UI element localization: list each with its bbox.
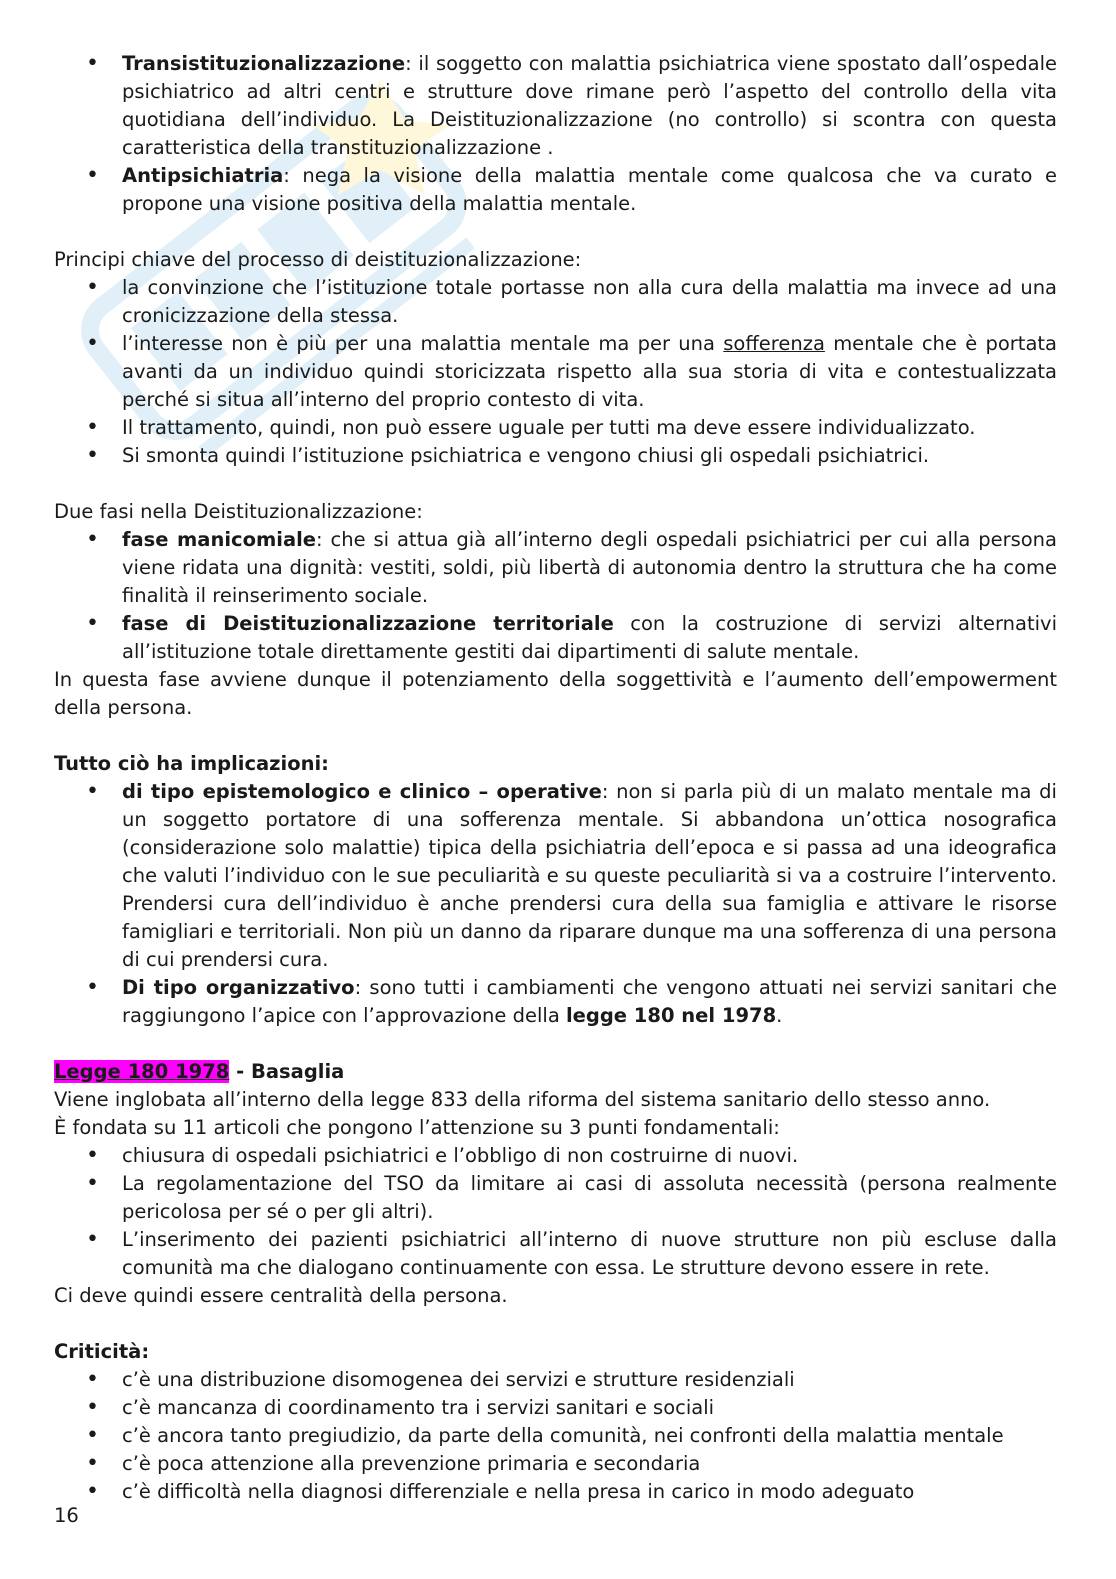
list-item: • Transistituzionalizzazione: il soggetto con malattia psichiatrica viene spostato dall’ospedale psichiatrico ad altri centri e strutture dove rimane però l’aspetto del controllo della vita quotidiana dell’individuo. La Deistituzionalizzazione (no controllo) si scontra con questa caratteristica della transtituzionalizzazione . (54, 50, 1057, 162)
paragraph: In questa fase avviene dunque il potenziamento della soggettività e l’aumento dell’empowerment della persona. (54, 668, 1057, 719)
list-item: • Antipsichiatria: nega la visione della malattia mentale come qualcosa che va curato e propone una visione positiva della malattia mentale. (54, 162, 1057, 218)
list-item: • c’è mancanza di coordinamento tra i servizi sanitari e sociali (54, 1394, 1057, 1422)
list-item: • chiusura di ospedali psichiatrici e l’obbligo di non costruirne di nuovi. (54, 1142, 1057, 1170)
paragraph: Viene inglobata all’interno della legge 833 della riforma del sistema sanitario dello stesso anno. (54, 1088, 991, 1111)
term: fase di Deistituzionalizzazione territoriale (122, 612, 614, 635)
list-item: • c’è una distribuzione disomogenea dei servizi e strutture residenziali (54, 1366, 1057, 1394)
definitions-list (54, 50, 1057, 218)
list-item: • la convinzione che l’istituzione totale portasse non alla cura della malattia ma invece ad una cronicizzazione della stessa. (54, 274, 1057, 330)
list-item: • fase manicomiale: che si attua già all’interno degli ospedali psichiatrici per cui alla persona viene ridata una dignità: vestiti, soldi, più libertà di autonomia dentro la struttura che ha come finalità il reinserimento sociale. (54, 526, 1057, 610)
list-item: • La regolamentazione del TSO da limitare ai casi di assoluta necessità (persona realmente pericolosa per sé o per gli altri). (54, 1170, 1057, 1226)
paragraph: Ci deve quindi essere centralità della persona. (54, 1284, 508, 1307)
list-item: • Di tipo organizzativo: sono tutti i cambiamenti che vengono attuati nei servizi sanitari che raggiungono l’apice con l’approvazione della legge 180 nel 1978. (54, 974, 1057, 1030)
paragraph: È fondata su 11 articoli che pongono l’attenzione su 3 punti fondamentali: (54, 1116, 780, 1139)
list-item: • c’è ancora tanto pregiudizio, da parte della comunità, nei confronti della malattia mentale (54, 1422, 1057, 1450)
term: di tipo epistemologico e clinico – operative (122, 780, 602, 803)
law-points-list (54, 1142, 1057, 1282)
criticalities-list (54, 1366, 1057, 1506)
list-item: • l’interesse non è più per una malattia mentale ma per una sofferenza mentale che è portata avanti da un individuo quindi storicizzata rispetto alla sua storia di vita e contestualizzata perché si situa all’interno del proprio contesto di vita. (54, 330, 1057, 414)
list-item: • fase di Deistituzionalizzazione territoriale con la costruzione di servizi alternativi all’istituzione totale direttamente gestiti dai dipartimenti di salute mentale. (54, 610, 1057, 666)
document-page (54, 50, 1057, 1506)
paragraph: Principi chiave del processo di deistituzionalizzazione: (54, 248, 582, 271)
list-item: • Il trattamento, quindi, non può essere uguale per tutti ma deve essere individualizzato. (54, 414, 1057, 442)
page-number: 16 (54, 1504, 79, 1527)
section-heading: Tutto ciò ha implicazioni: (54, 752, 329, 775)
phases-list (54, 526, 1057, 666)
paragraph: Due fasi nella Deistituzionalizzazione: (54, 500, 423, 523)
highlighted-title: Legge 180 1978 (54, 1060, 230, 1083)
term: Antipsichiatria (122, 164, 284, 187)
implications-list (54, 778, 1057, 1030)
underlined-term: sofferenza (723, 332, 825, 355)
list-item: • di tipo epistemologico e clinico – operative: non si parla più di un malato mentale ma di un soggetto portatore di una sofferenza mentale. Si abbandona un’ottica nosografica (considerazione solo malattie) tipica della psichiatria dell’epoca e si passa ad una ideografica che valuti l’individuo con le sue peculiarità e su queste peculiarità si va a costruire l’intervento. Prendersi cura dell’individuo è anche prendersi cura della sua famiglia e attivare le risorse famigliari e territoriali. Non più un danno da riparare dunque ma una sofferenza di una persona di cui prendersi cura. (54, 778, 1057, 974)
list-item: • Si smonta quindi l’istituzione psichiatrica e vengono chiusi gli ospedali psichiatrici. (54, 442, 1057, 470)
term: Di tipo organizzativo (122, 976, 355, 999)
section-heading: Legge 180 1978 - Basaglia (54, 1060, 345, 1083)
term: fase manicomiale (122, 528, 317, 551)
term: Transistituzionalizzazione (122, 52, 406, 75)
section-heading: Criticità: (54, 1340, 150, 1363)
principles-list (54, 274, 1057, 470)
list-item: • c’è difficoltà nella diagnosi differenziale e nella presa in carico in modo adeguato (54, 1478, 1057, 1506)
list-item: • L’inserimento dei pazienti psichiatrici all’interno di nuove strutture non più escluse dalla comunità ma che dialogano continuamente con essa. Le strutture devono essere in rete. (54, 1226, 1057, 1282)
list-item: • c’è poca attenzione alla prevenzione primaria e secondaria (54, 1450, 1057, 1478)
